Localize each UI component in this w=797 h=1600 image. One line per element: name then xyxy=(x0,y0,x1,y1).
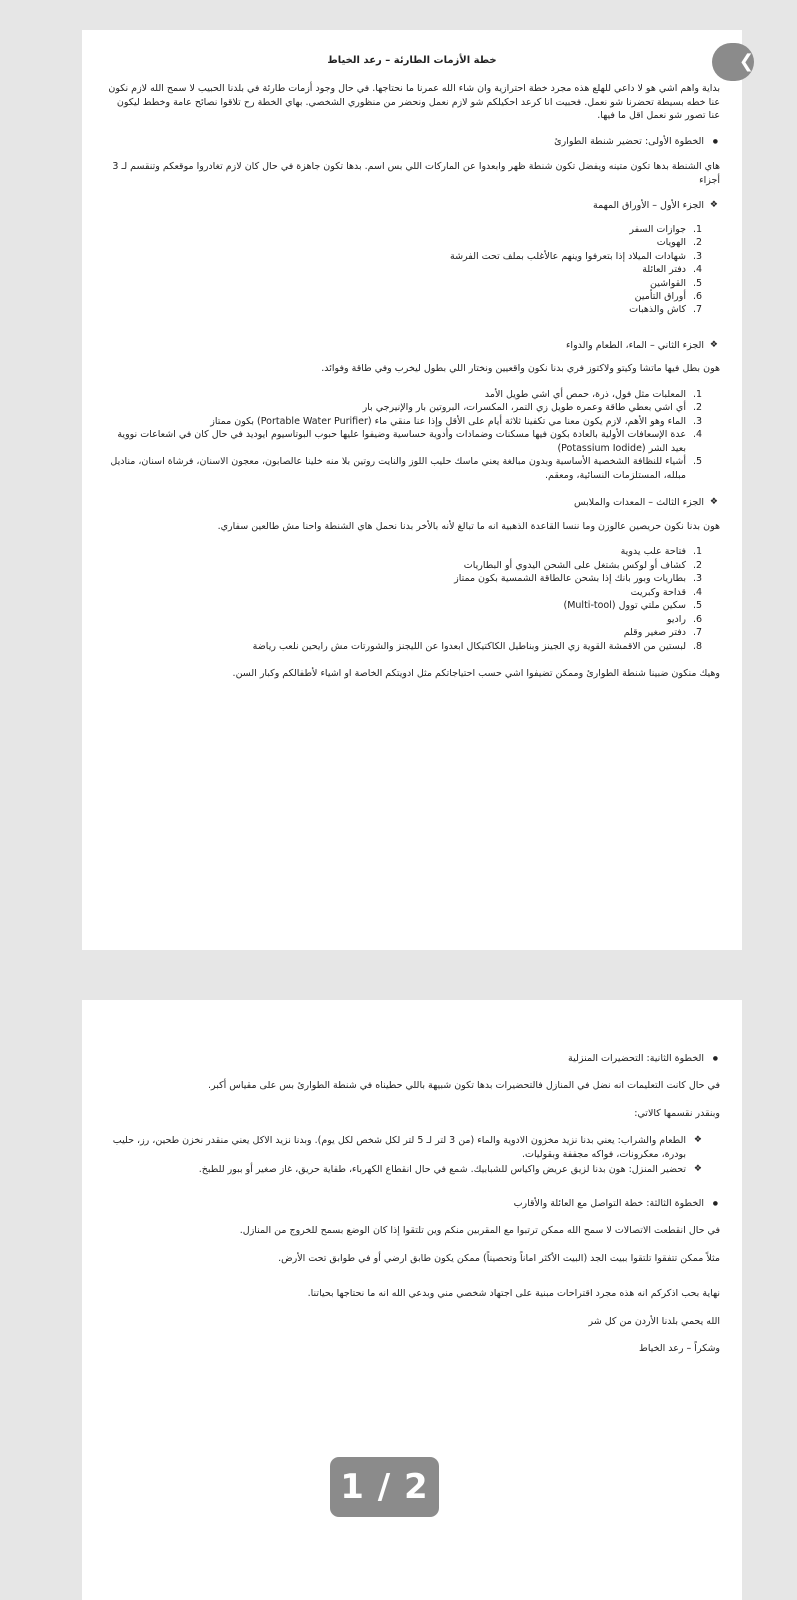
list-item: 2. كشاف أو لوكس بشتغل على الشحن اليدوي أو البطاريات xyxy=(104,559,690,572)
step2-intro: وبنقدر نقسمها كالاتي: xyxy=(634,1107,720,1119)
list-item: 4. عدة الإسعافات الأولية بالعادة بكون فيها مسكنات وضمادات وأدوية حساسية وضيفوا عليها حبوب البوتاسيوم ايوديد في حال كان في اشعاعات نووية بعيد الشر (Potassium Iodide) xyxy=(104,428,690,455)
part2-heading: ❖ الجزء الثاني – الماء، الطعام والدواء xyxy=(104,339,718,352)
ending-signature: وشكراً – رعد الخياط xyxy=(639,1343,720,1355)
chevron-right-icon: ❯ xyxy=(738,51,754,73)
list-item: 5. أشياء للنظافة الشخصية الأساسية وبدون مبالغة يعني ماسك حليب اللوز والنايت روتين بلا منه خلينا عالصابون، معجون الاسنان، فرشاة اسنان، مناديل مبلله، المستلزمات النسائية، ومعقم. xyxy=(104,455,690,482)
document-page-1 xyxy=(82,30,754,950)
document-title: خطة الأزمات الطارئة – رعد الخياط xyxy=(327,55,497,66)
list-item: 3. بطاريات وبور بانك إذا بشحن عالطاقة الشمسية بكون ممتاز xyxy=(104,572,690,585)
step3-body1: في حال انقطعت الاتصالات لا سمح الله ممكن ترتبوا مع المقربين منكم وين تلتقوا إذا كان الوضع بسمح للخروج من المنازل. xyxy=(239,1225,720,1237)
step3-body2: مثلاً ممكن تتفقوا تلتقوا ببيت الجد (البيت الأكثر اماناً وتحصيناً) ممكن يكون طابق ارضي أو في طوابق تحت الأرض. xyxy=(278,1252,720,1264)
list-item: 5. القواشين xyxy=(104,277,690,290)
list-item: 6. راديو xyxy=(104,613,690,626)
step1-body: هاي الشنطة بدها تكون متينه ويفضل تكون شنطة ظهر وابعدوا عن الماركات اللي بس اسم. بدها تكون جاهزة في حال كان لازم تغادروا موقعكم وتنقسم لـ 3 أجزاء xyxy=(112,161,720,186)
part1-heading: ❖ الجزء الأول – الأوراق المهمة xyxy=(104,199,718,212)
step3-heading: ● الخطوة الثالثة: خطة التواصل مع العائلة والأقارب xyxy=(104,1197,718,1210)
part2-body: هون بطل فيها ماتشا وكيتو ولاكتوز فري بدنا نكون واقعيين ونختار اللي بطول ليخرب وفي طاقة وفوائد. xyxy=(321,363,720,375)
list-item: 7. دفتر صغير وقلم xyxy=(104,626,690,639)
list-item: 2. الهويات xyxy=(104,236,690,249)
page-indicator: 1 / 2 xyxy=(330,1457,439,1517)
list-item: 2. أي اشي بعطي طاقة وعمره طويل زي التمر، المكسرات، البروتين بار والإنيرجي بار xyxy=(104,401,690,414)
intro-paragraph: بداية واهم اشي هو لا داعي للهلع هذه مجرد خطة احترازية وان شاء الله عمرنا ما نحتاجها. في حال وجود أزمات طارئة في بلدنا الحبيب لا سمح الله لازم نكون عنا خطه بسيطة تحضرنا شو نعمل. فحبيت انا كرعد احكيلكم شو لازم نعمل ونحضر من منظوري الشخصي. بهاي الخطة رح تلاقوا نصائح عامة وخطط ليكون عنا تصور شو نعمل اقل ما فيها. xyxy=(108,83,720,122)
list-item: ❖ الطعام والشراب: يعني بدنا نزيد مخزون الادوية والماء (من 3 لتر لـ 5 لتر لكل شخص لكل يوم). وبدنا نزيد الاكل يعني منقدر نخزن طحين، رز، حليب بودرة، معكرونات، فواكه مجففة وبقوليات. xyxy=(104,1134,702,1161)
step1-closing: وهيك منكون ضبينا شنطة الطوارئ وممكن تضيفوا اشي حسب احتياجاتكم مثل ادويتكم الخاصة او اشياء لأطفالكم وكبار السن. xyxy=(232,668,720,680)
next-page-button[interactable] xyxy=(712,43,754,81)
part2-list xyxy=(104,388,720,482)
ending-block xyxy=(104,1287,720,1355)
list-item: 7. كاش والذهبات xyxy=(104,303,690,316)
part3-list xyxy=(104,545,720,653)
part1-list xyxy=(104,223,720,317)
list-item: 1. المعلبات مثل فول، ذرة، حمص أي اشي طويل الأمد xyxy=(104,388,690,401)
list-item: 3. شهادات الميلاد إذا بتعرفوا وينهم عالأغلب بملف تحت الفرشة xyxy=(104,250,690,263)
list-item: 4. قداحة وكبريت xyxy=(104,586,690,599)
step2-body: في حال كانت التعليمات انه نضل في المنازل فالتحضيرات بدها تكون شبيهة باللي حطيناه في شنطة الطوارئ بس على مقياس أكبر. xyxy=(207,1080,720,1092)
part3-heading: ❖ الجزء الثالث – المعدات والملابس xyxy=(104,496,718,509)
list-item: 1. فتاحة علب يدوية xyxy=(104,545,690,558)
list-item: 6. أوراق التأمين xyxy=(104,290,690,303)
list-item: 4. دفتر العائلة xyxy=(104,263,690,276)
list-item: 5. سكين ملتي توول (Multi-tool) xyxy=(104,599,690,612)
ending-line1: نهاية بحب اذكركم انه هذه مجرد اقتراحات مبنية على اجتهاد شخصي مني وبدعي الله انه ما نحتاجها بحياتنا. xyxy=(307,1288,720,1300)
list-item: 3. الماء وهو الأهم، لازم يكون معنا مي تكفينا ثلاثة أيام على الأقل وإذا عنا منقي ماء (Portable Water Purifier) بكون ممتاز xyxy=(104,415,690,428)
list-item: 1. جوازات السفر xyxy=(104,223,690,236)
list-item: ❖ تحضير المنزل: هون بدنا لزيق عريض واكياس للشبابيك. شمع في حال انقطاع الكهرباء، طفاية حريق، غاز صغير أو ببور للطبخ. xyxy=(104,1163,702,1176)
step1-heading: ● الخطوة الأولى: تحضير شنطة الطوارئ xyxy=(104,135,718,148)
step2-list xyxy=(104,1134,720,1176)
step2-heading: ● الخطوة الثانية: التحضيرات المنزلية xyxy=(104,1052,718,1065)
list-item: 8. لبستين من الاقمشة القوية زي الجينز وبناطيل الكاكتيكال ابعدوا عن الليجنز والشورتات مش رايحين نلعب رياضة xyxy=(104,640,690,653)
part3-body: هون بدنا نكون حريصين عالوزن وما ننسا القاعدة الذهبية انه ما تبالغ لأنه بالأخر بدنا نحمل هاي الشنطة واحنا مش طالعين سفاري. xyxy=(217,520,720,532)
ending-line2: الله يحمي بلدنا الأردن من كل شر xyxy=(588,1315,720,1327)
